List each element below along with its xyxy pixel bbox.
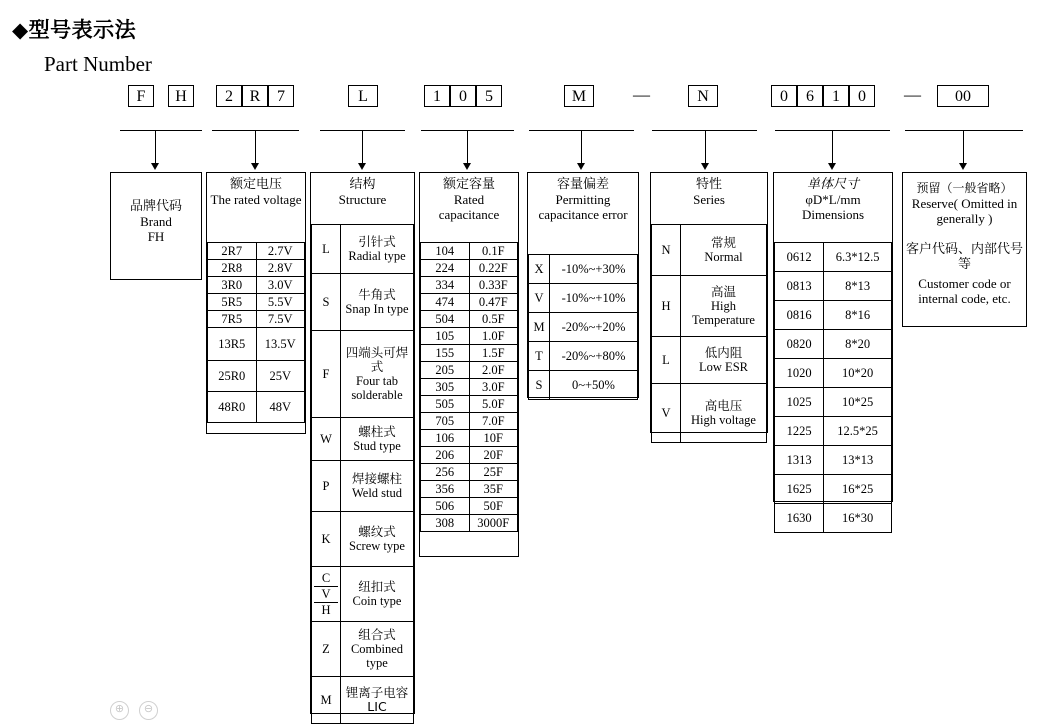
dimensions-title-symbol: φD*L/mm	[805, 192, 861, 207]
code-box-9: 5	[476, 85, 502, 107]
table-row: Z 组合式 Combined type	[312, 622, 414, 677]
reserve-title-en: Reserve( Omitted in generally )	[911, 196, 1018, 226]
table-row: 705 7.0F	[421, 413, 518, 430]
block-capacitance	[419, 172, 519, 557]
block-voltage	[206, 172, 306, 434]
table-row: 1625 16*25	[775, 475, 892, 504]
code-box-16: 00	[937, 85, 989, 107]
capacitance-title-cn: 额定容量	[442, 177, 495, 192]
table-row: T -20%~+80%	[529, 342, 638, 371]
code-box-3: 2	[216, 85, 242, 107]
dimensions-table	[774, 242, 892, 533]
code-box-14: 1	[823, 85, 849, 107]
table-row: 224 0.22F	[421, 260, 518, 277]
block-tolerance	[527, 172, 639, 398]
separator-dash-1: —	[633, 85, 650, 104]
table-row: S 0~+50%	[529, 371, 638, 400]
code-box-6: L	[348, 85, 378, 107]
brand-value: FH	[147, 229, 165, 244]
table-row: X -10%~+30%	[529, 255, 638, 284]
table-row: 256 25F	[421, 464, 518, 481]
connector-line-reserve	[905, 130, 1023, 131]
table-row: 506 50F	[421, 498, 518, 515]
code-box-8: 0	[450, 85, 476, 107]
dimensions-title-en: Dimensions	[801, 207, 865, 222]
voltage-table	[207, 242, 305, 423]
table-row: L 引针式 Radial type	[312, 225, 414, 274]
table-row: 308 3000F	[421, 515, 518, 532]
table-row: 0820 8*20	[775, 330, 892, 359]
code-box-15: 0	[849, 85, 875, 107]
table-row: 305 3.0F	[421, 379, 518, 396]
table-row: 0816 8*16	[775, 301, 892, 330]
arrow-brand	[151, 163, 159, 170]
capacitance-table	[420, 242, 518, 532]
reserve-title-cn: 预留（一般省略）	[916, 181, 1013, 195]
code-box-13: 6	[797, 85, 823, 107]
arrow-reserve	[959, 163, 967, 170]
table-row: 504 0.5F	[421, 311, 518, 328]
table-row: M 锂离子电容LIC	[312, 677, 414, 724]
table-row: C V H 纽扣式 Coin type	[312, 567, 414, 622]
block-dimensions	[773, 172, 893, 525]
table-row: 155 1.5F	[421, 345, 518, 362]
reserve-body-en: Customer code or internal code, etc.	[918, 276, 1011, 306]
table-row: 105 1.0F	[421, 328, 518, 345]
table-row: 13R5 13.5V	[208, 328, 305, 361]
table-row: N 常规 Normal	[652, 225, 767, 276]
structure-title-en: Structure	[338, 192, 387, 207]
code-box-7: 1	[424, 85, 450, 107]
arrow-voltage	[251, 163, 259, 170]
block-reserve	[902, 172, 1027, 327]
brand-title-cn: 品牌代码	[129, 199, 182, 214]
table-row: 3R0 3.0V	[208, 277, 305, 294]
table-row: 205 2.0F	[421, 362, 518, 379]
code-box-2: H	[168, 85, 194, 107]
block-structure	[310, 172, 415, 714]
arrow-tolerance	[577, 163, 585, 170]
connector-line-brand	[120, 130, 202, 131]
connector-drop-tolerance	[581, 130, 582, 165]
tolerance-title-en: Permitting capacitance error	[538, 192, 628, 222]
table-row: 505 5.0F	[421, 396, 518, 413]
connector-drop-voltage	[255, 130, 256, 165]
table-row: F 四端头可焊式 Four tab solderable	[312, 331, 414, 418]
table-row: 356 35F	[421, 481, 518, 498]
table-row: 106 10F	[421, 430, 518, 447]
zoom-out-icon[interactable]: ⊖	[139, 701, 158, 720]
connector-drop-structure	[362, 130, 363, 165]
voltage-title-en: The rated voltage	[210, 192, 302, 207]
code-box-10: M	[564, 85, 594, 107]
connector-drop-reserve	[963, 130, 964, 165]
code-box-1: F	[128, 85, 154, 107]
arrow-capacitance	[463, 163, 471, 170]
reserve-body-cn: 客户代码、内部代号等	[905, 242, 1023, 272]
table-row: 2R8 2.8V	[208, 260, 305, 277]
connector-drop-series	[705, 130, 706, 165]
tolerance-title-cn: 容量偏差	[556, 177, 609, 192]
table-row: 0813 8*13	[775, 272, 892, 301]
table-row: K 螺纹式 Screw type	[312, 512, 414, 567]
code-box-12: 0	[771, 85, 797, 107]
table-row: 7R5 7.5V	[208, 311, 305, 328]
table-row: 206 20F	[421, 447, 518, 464]
zoom-in-icon[interactable]: ⊕	[110, 701, 129, 720]
capacitance-title-en-1: Rated capacitance	[438, 192, 500, 222]
block-brand	[110, 172, 202, 280]
table-row: P 焊接螺柱 Weld stud	[312, 461, 414, 512]
table-row: H 高温 High Temperature	[652, 276, 767, 337]
table-row: 1020 10*20	[775, 359, 892, 388]
brand-title-en: Brand	[140, 214, 172, 229]
page-title: ◆型号表示法	[12, 18, 137, 42]
table-row: V -10%~+10%	[529, 284, 638, 313]
tolerance-table	[528, 254, 638, 400]
zoom-controls[interactable]	[110, 700, 168, 720]
table-row: 5R5 5.5V	[208, 294, 305, 311]
arrow-dimensions	[828, 163, 836, 170]
table-row: L 低内阻 Low ESR	[652, 337, 767, 384]
table-row: 1025 10*25	[775, 388, 892, 417]
voltage-title-cn: 额定电压	[229, 177, 282, 192]
table-row: 474 0.47F	[421, 294, 518, 311]
connector-drop-dimensions	[832, 130, 833, 165]
arrow-structure	[358, 163, 366, 170]
table-row: 104 0.1F	[421, 243, 518, 260]
table-row: 1313 13*13	[775, 446, 892, 475]
series-table	[651, 224, 767, 443]
code-box-5: 7	[268, 85, 294, 107]
block-series	[650, 172, 768, 433]
code-box-4: R	[242, 85, 268, 107]
structure-title-cn: 结构	[349, 177, 376, 192]
code-box-11: N	[688, 85, 718, 107]
table-row: S 牛角式 Snap In type	[312, 274, 414, 331]
table-row: 334 0.33F	[421, 277, 518, 294]
table-row: 0612 6.3*12.5	[775, 243, 892, 272]
table-row: W 螺柱式 Stud type	[312, 418, 414, 461]
table-row: M -20%~+20%	[529, 313, 638, 342]
arrow-series	[701, 163, 709, 170]
page-subtitle: Part Number	[44, 52, 152, 76]
series-title-en: Series	[693, 192, 725, 207]
table-row: 1225 12.5*25	[775, 417, 892, 446]
connector-drop-capacitance	[467, 130, 468, 165]
dimensions-title-cn: 单体尺寸	[806, 177, 859, 192]
table-row: 1630 16*30	[775, 504, 892, 533]
separator-dash-2: —	[904, 85, 921, 104]
table-row: 25R0 25V	[208, 361, 305, 392]
table-row: 48R0 48V	[208, 392, 305, 423]
structure-table	[311, 224, 414, 724]
table-row: V 高电压 High voltage	[652, 384, 767, 443]
connector-drop-brand	[155, 130, 156, 165]
table-row: 2R7 2.7V	[208, 243, 305, 260]
series-title-cn: 特性	[695, 177, 722, 192]
